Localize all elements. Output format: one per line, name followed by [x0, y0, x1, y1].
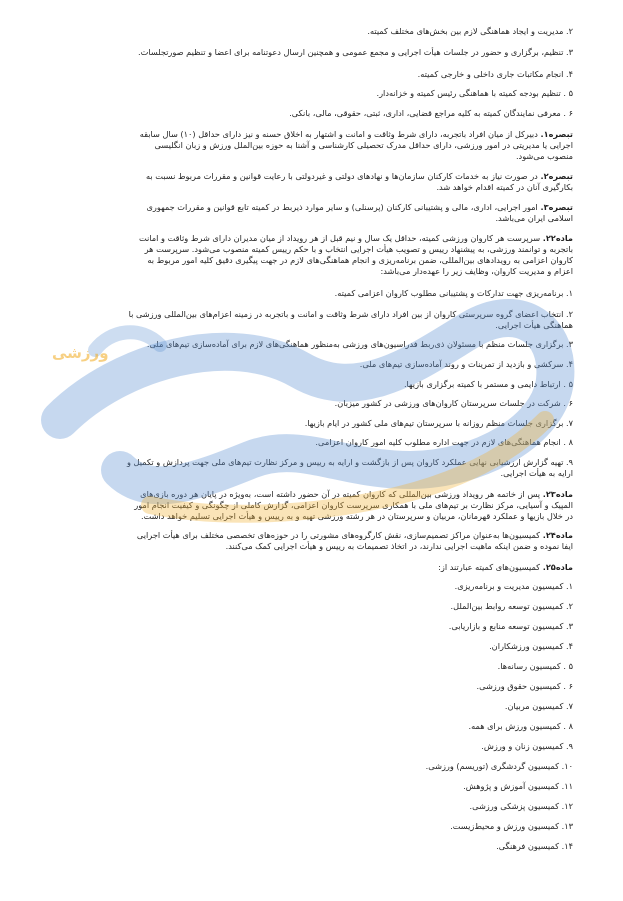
clause-5: ۵ . تنظیم بودجه کمیته با هماهنگی رئیس کمیته و خزانه‌دار.	[376, 88, 573, 98]
article-22-line-3: کاروان اعزامی به رویدادهای بین‌المللی، ضمن برنامه‌ریزی و انجام هماهنگی‌های لازم در جهت پیگیری دقیق کلیه امور مربوط به	[147, 255, 573, 265]
note-2-line-2: بکارگیری آنان در کمیته اقدام خواهد شد.	[436, 182, 573, 192]
article-25-line-1	[25, 562, 573, 572]
article-22-item-2: ۲. انتخاب اعضای گروه سرپرستی کاروان از بین افراد دارای شرط وثاقت و امانت و باتجربه در زمینه اعزام‌های بین‌المللی ورزشی با	[128, 309, 573, 319]
commission-10: ۱۰. کمیسیون گردشگری (توریسم) ورزشی.	[425, 761, 573, 771]
clause-6: ۶ . معرفی نمایندگان کمیته به کلیه مراجع قضایی، اداری، ثبتی، حقوقی، مالی، بانکی.	[289, 108, 573, 118]
article-22-item-5: ۵ . ارتباط دایمی و مستمر با کمیته برگزاری بازیها.	[403, 379, 573, 389]
article-22-line-2: باتجربه و توانمند ورزشی، به پیشنهاد رییس و تصویب هیأت اجرایی انتخاب و با حکم رییس کمیته منصوب می‌شود. سرپرست هر	[144, 244, 573, 254]
note-1-label: تبصره۱.	[540, 129, 573, 139]
commission-4: ۴. کمیسیون ورزشکاران.	[489, 641, 573, 651]
article-23-line-3: در خلال بازیها و عملکرد قهرمانان، مربیان و سرپرستان در هر رشته ورزشی تهیه و به رییس و هیأت اجرایی تسلیم خواهد داشت.	[141, 511, 573, 521]
commission-1: ۱. کمیسیون مدیریت و برنامه‌ریزی.	[454, 581, 573, 591]
commission-9: ۹. کمیسیون زنان و ورزش.	[481, 741, 573, 751]
commission-2: ۲. کمیسیون توسعه روابط بین‌الملل.	[450, 601, 573, 611]
article-22-item-8: ۸ . انجام هماهنگی‌های لازم در جهت اداره مطلوب کلیه امور کاروان اعزامی.	[315, 437, 573, 447]
note-1-text: دبیرکل از میان افراد باتجربه، دارای شرط وثاقت و امانت و اشتهار به اخلاق حسنه و نیز دارای حداقل (۱۰) سال سابقه	[139, 129, 538, 139]
commission-12: ۱۲. کمیسیون پزشکی ورزشی.	[469, 801, 573, 811]
clause-4: ۴. انجام مکاتبات جاری داخلی و خارجی کمیته.	[417, 69, 573, 79]
article-22-item-9: ۹. تهیه گزارش ارزشیابی نهایی عملکرد کاروان پس از بازگشت و ارایه به رییس و مرکز نظارت تیم‌های ملی جهت پردازش و تکمیل و	[126, 457, 573, 467]
article-23-line-1	[25, 489, 573, 499]
commission-7: ۷. کمیسیون مربیان.	[504, 701, 573, 711]
note-3-text: امور اجرایی، اداری، مالی و پشتیبانی کارکنان (پرسنلی) و سایر موارد ذیربط در کمیته تابع قوانین و مقررات جمهوری	[146, 202, 538, 212]
article-24-text: کمیسیون‌ها به‌عنوان مراکز تصمیم‌سازی، نقش کارگروه‌های مشورتی را در حوزه‌های تخصصی مختلف برای هیأت اجرایی	[136, 530, 541, 540]
commission-11: ۱۱. کمیسیون آموزش و پژوهش.	[463, 781, 573, 791]
note-1-line-1	[25, 129, 573, 139]
article-22-item-2-cont: هماهنگی هیأت اجرایی.	[495, 320, 573, 330]
article-22-item-4: ۴. سرکشی و بازدید از تمرینات و روند آماده‌سازی تیم‌های ملی.	[359, 359, 573, 369]
article-24-label: ماده۲۴.	[542, 530, 573, 540]
commission-14: ۱۴. کمیسیون فرهنگی.	[496, 841, 573, 851]
article-22-line-1	[25, 233, 573, 243]
watermark-label: ورزشی	[52, 344, 109, 362]
note-1-line-3: منصوب می‌شود.	[515, 151, 573, 161]
article-22-item-9-cont: ارایه به هیأت اجرایی.	[500, 468, 573, 478]
article-23-text: پس از خاتمه هر رویداد ورزشی بین‌المللی که کاروان کمیته در آن حضور داشته است، به‌ویژه در پایان هر دوره بازی‌های	[140, 489, 541, 499]
note-3-line-1	[25, 202, 573, 212]
commission-13: ۱۳. کمیسیون ورزش و محیط‌زیست.	[450, 821, 573, 831]
article-22-line-4: اعزام و مدیریت کاروان، وظایف زیر را عهده‌دار می‌باشد:	[380, 266, 573, 276]
commission-5: ۵ . کمیسیون رسانه‌ها.	[497, 661, 573, 671]
article-22-item-7: ۷. برگزاری جلسات منظم روزانه با سرپرستان تیم‌های ملی کشور در ایام بازیها.	[304, 418, 573, 428]
commission-8: ۸ . کمیسیون ورزش برای همه.	[468, 721, 573, 731]
article-24-line-2: ایفا نموده و ضمن اینکه ماهیت اجرایی ندارند، در اتخاذ تصمیمات به رییس و هیأت اجرایی کمک می‌کنند.	[225, 541, 573, 551]
clause-2: ۲. مدیریت و ایجاد هماهنگی لازم بین بخش‌های مختلف کمیته.	[367, 26, 573, 36]
article-25-intro: کمیسیون‌های کمیته عبارتند از:	[438, 562, 541, 572]
note-3-line-2: اسلامی ایران می‌باشد.	[495, 213, 573, 223]
article-22-label: ماده۲۲.	[542, 233, 573, 243]
note-3-label: تبصره۳.	[540, 202, 573, 212]
article-24-line-1	[25, 530, 573, 540]
article-25-label: ماده۲۵.	[542, 562, 573, 572]
note-1-line-2: اجرایی یا مدیریتی در امور ورزشی، دارای حداقل مدرک تحصیلی کارشناسی و آشنا به حوزه بین‌الملل ورزش و زبان انگلیسی	[154, 140, 573, 150]
commission-6: ۶ . کمیسیون حقوق ورزشی.	[476, 681, 573, 691]
article-22-text: سرپرست هر کاروان ورزشی کمیته، حداقل یک سال و نیم قبل از هر رویداد از میان مدیران دارای شرط وثاقت و امانت	[138, 233, 541, 243]
article-22-item-3: ۳. برگزاری جلسات منظم با مسئولان ذی‌ربط فدراسیون‌های ورزشی به‌منظور هماهنگی‌های لازم برای آماده‌سازی تیم‌های ملی.	[146, 339, 573, 349]
note-2-label: تبصره۲.	[540, 171, 573, 181]
note-2-line-1	[25, 171, 573, 181]
article-23-line-2: المپیک و آسیایی، مرکز نظارت بر تیم‌های ملی با همکاری سرپرست کاروان اعزامی، گزارش کاملی از چگونگی و کیفیت انجام امور	[134, 500, 573, 510]
clause-3: ۳. تنظیم، برگزاری و حضور در جلسات هیأت اجرایی و مجمع عمومی و همچنین ارسال دعوتنامه برای اعضا و تنظیم صورتجلسات.	[138, 47, 573, 57]
article-22-item-1: ۱. برنامه‌ریزی جهت تدارکات و پشتیبانی مطلوب کاروان اعزامی کمیته.	[334, 288, 573, 298]
article-23-label: ماده۲۳.	[542, 489, 573, 499]
note-2-text: در صورت نیاز به خدمات کارکنان سازمان‌ها و نهادهای دولتی و غیردولتی با رعایت قوانین و مقررات مربوط نسبت به	[146, 171, 538, 181]
article-22-item-6: ۶ . شرکت در جلسات سرپرستان کاروان‌های ورزشی در کشور میزبان.	[334, 398, 573, 408]
commission-3: ۳. کمیسیون توسعه منابع و بازاریابی.	[448, 621, 573, 631]
